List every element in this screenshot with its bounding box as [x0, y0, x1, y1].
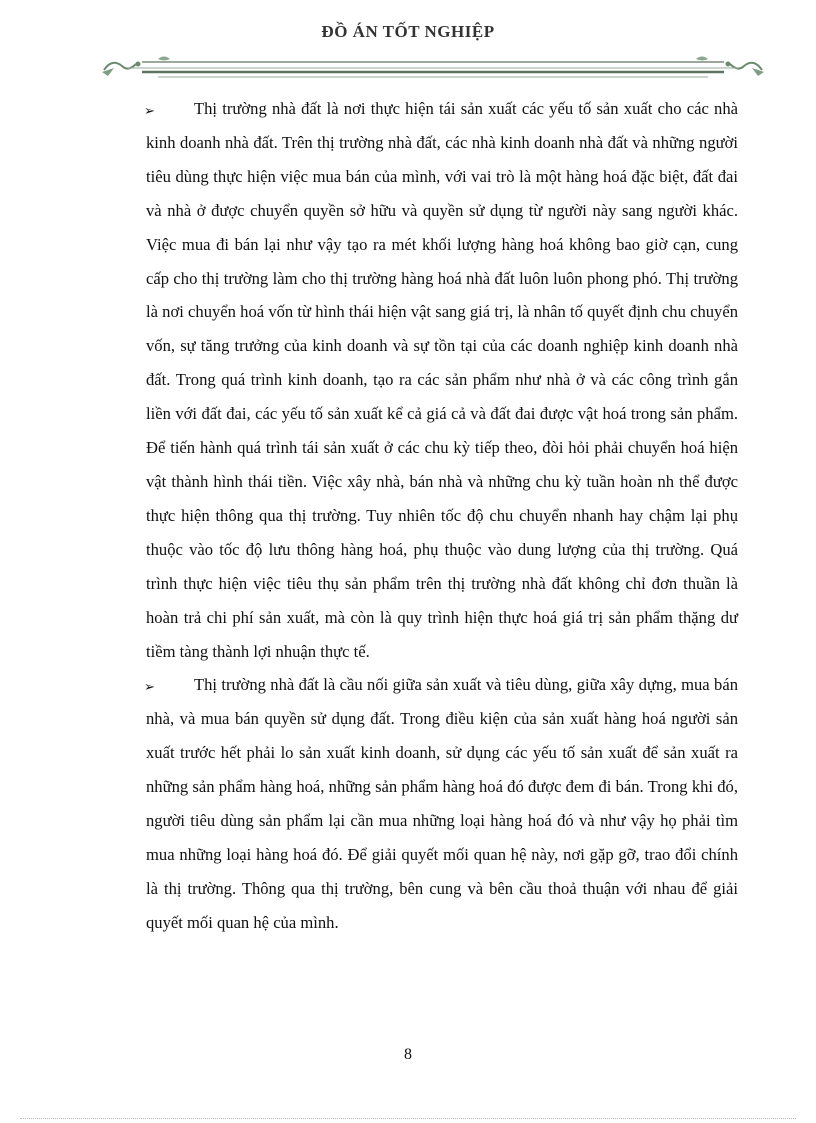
- footer-divider: [20, 1118, 796, 1119]
- bullet-arrow-icon: ➢: [144, 103, 155, 118]
- paragraph-2: [146, 668, 738, 939]
- document-body: [146, 92, 738, 940]
- decorative-divider-icon: [98, 50, 768, 84]
- paragraph-text: Thị trường nhà đất là cầu nối giữa sản xuất và tiêu dùng, giữa xây dựng, mua bán nhà, và mua bán quyền sử dụng đất. Trong điều kiện của sản xuất hàng hoá người sản xuất trước hết phải lo sản xuất kinh doanh, sử dụng các yếu tố sản xuất để sản xuất ra những sản phẩm hàng hoá, những sản phẩm hàng hoá đó được đem đi bán. Trong khi đó, người tiêu dùng sản phẩm lại cần mua những loại hàng hoá đó và như vậy họ phải tìm mua những loại hàng hoá đó. Để giải quyết mối quan hệ này, nơi gặp gỡ, trao đổi chính là thị trường. Thông qua thị trường, bên cung và bên cầu thoả thuận với nhau để giải quyết mối quan hệ của mình.: [146, 675, 738, 932]
- paragraph-text: Thị trường nhà đất là nơi thực hiện tái sản xuất các yếu tố sản xuất cho các nhà kinh doanh nhà đất. Trên thị trường nhà đất, các nhà kinh doanh nhà đất và những người tiêu dùng thực hiện việc mua bán của mình, với vai trò là một hàng hoá đặc biệt, đất đai và nhà ở được chuyển quyền sở hữu và quyền sử dụng từ người này sang người khác. Việc mua đi bán lại như vậy tạo ra mét khối lượng hàng hoá không bao giờ cạn, cung cấp cho thị trường làm cho thị trường hàng hoá nhà đất luôn luôn phong phó. Thị trường là nơi chuyển hoá vốn từ hình thái hiện vật sang giá trị, là nhân tố quyết định chu chuyển vốn, sự tăng trưởng của kinh doanh và sự tồn tại của các doanh nghiệp kinh doanh nhà đất. Trong quá trình kinh doanh, tạo ra các sản phẩm như nhà ở và các công trình gắn liền với đất đai, các yếu tố sản xuất kể cả giá cả và đất đai được vật hoá trong sản phẩm. Để tiến hành quá trình tái sản xuất ở các chu kỳ tiếp theo, đòi hỏi phải chuyển hoá hiện vật thành hình thái tiền. Việc xây nhà, bán nhà và những chu kỳ tuần hoàn nh thể được thực hiện thông qua thị trường. Tuy nhiên tốc độ chu chuyển nhanh hay chậm lại phụ thuộc vào tốc độ lưu thông hàng hoá, phụ thuộc vào dung lượng của thị trường. Quá trình thực hiện việc tiêu thụ sản phẩm trên thị trường nhà đất không chỉ đơn thuần là hoàn trả chi phí sản xuất, mà còn là quy trình hiện thực hoá giá trị sản phẩm thặng dư tiềm tàng thành lợi nhuận thực tế.: [146, 99, 738, 661]
- page-header-title: ĐỒ ÁN TỐT NGHIỆP: [321, 22, 495, 41]
- page-number: 8: [404, 1046, 412, 1063]
- bullet-arrow-icon: ➢: [144, 679, 155, 695]
- paragraph-1: [146, 92, 738, 668]
